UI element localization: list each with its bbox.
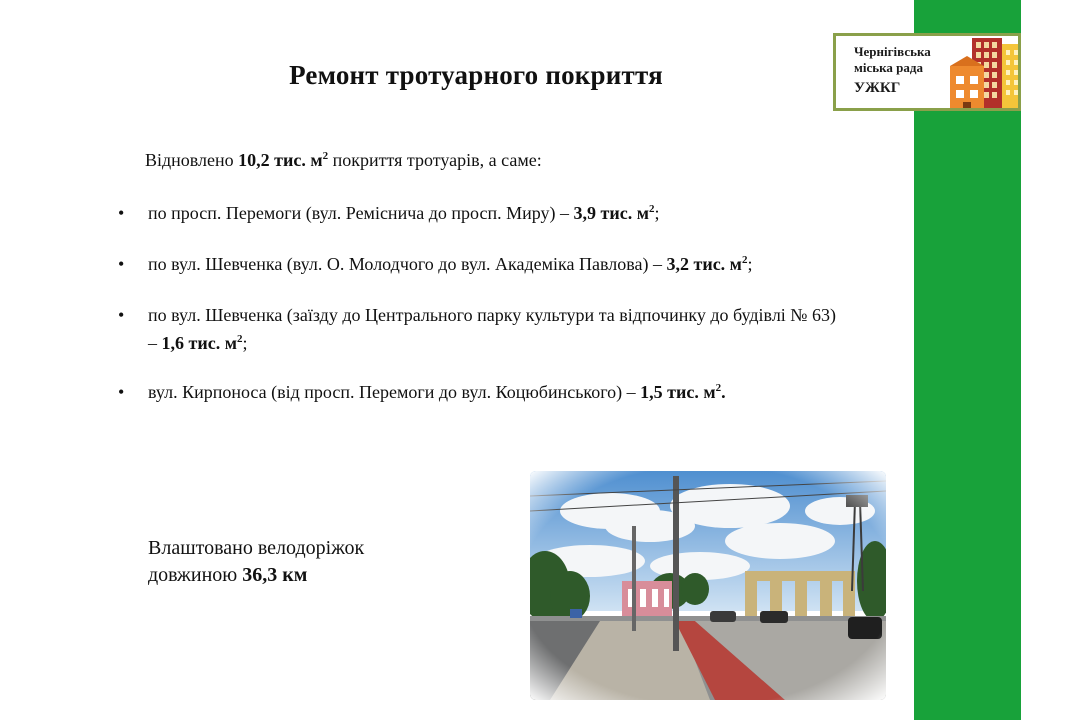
building-icon	[948, 36, 1021, 111]
bullet-dot: •	[118, 203, 125, 223]
bullet-text: вул. Кирпоноса (від просп. Перемоги до вул. Коцюбинського) – 1,5 тис. $м^2$.	[148, 382, 726, 402]
intro-prefix: Відновлено	[145, 150, 234, 170]
bullet-dot: •	[118, 254, 125, 274]
logo-line-2: міська рада	[854, 60, 923, 75]
slide-title: Ремонт тротуарного покриття	[289, 60, 663, 90]
intro-amount: 10,2 тис. $м^2$	[238, 150, 329, 170]
bullet-dot: •	[118, 305, 125, 325]
street-photo-illustration	[530, 471, 886, 700]
bike-lanes-text	[148, 535, 364, 589]
intro-suffix: покриття тротуарів, а саме:	[332, 150, 542, 170]
street-photo	[530, 471, 886, 700]
bullet-dot: •	[118, 382, 125, 402]
bullet-text: по вул. Шевченка (вул. О. Молодчого до вул. Академіка Павлова) – 3,2 тис. $м^2$;	[148, 254, 753, 274]
intro-text	[145, 150, 542, 171]
bullet-text: по вул. Шевченка (заїзду до Центрального парку культури та відпочинку до будівлі № 63) – 1,6 тис. $м^2$;	[148, 305, 836, 353]
logo-line-3: УЖКГ	[854, 80, 901, 96]
logo-line-1: Чернігівська	[854, 44, 931, 59]
bullet-text: по просп. Перемоги (вул. Реміснича до просп. Миру) – 3,9 тис. $м^2$;	[148, 203, 660, 223]
bike-line-1: Влаштовано велодоріжок	[148, 537, 365, 559]
bike-line-2: довжиною 36,3 км	[148, 564, 308, 586]
